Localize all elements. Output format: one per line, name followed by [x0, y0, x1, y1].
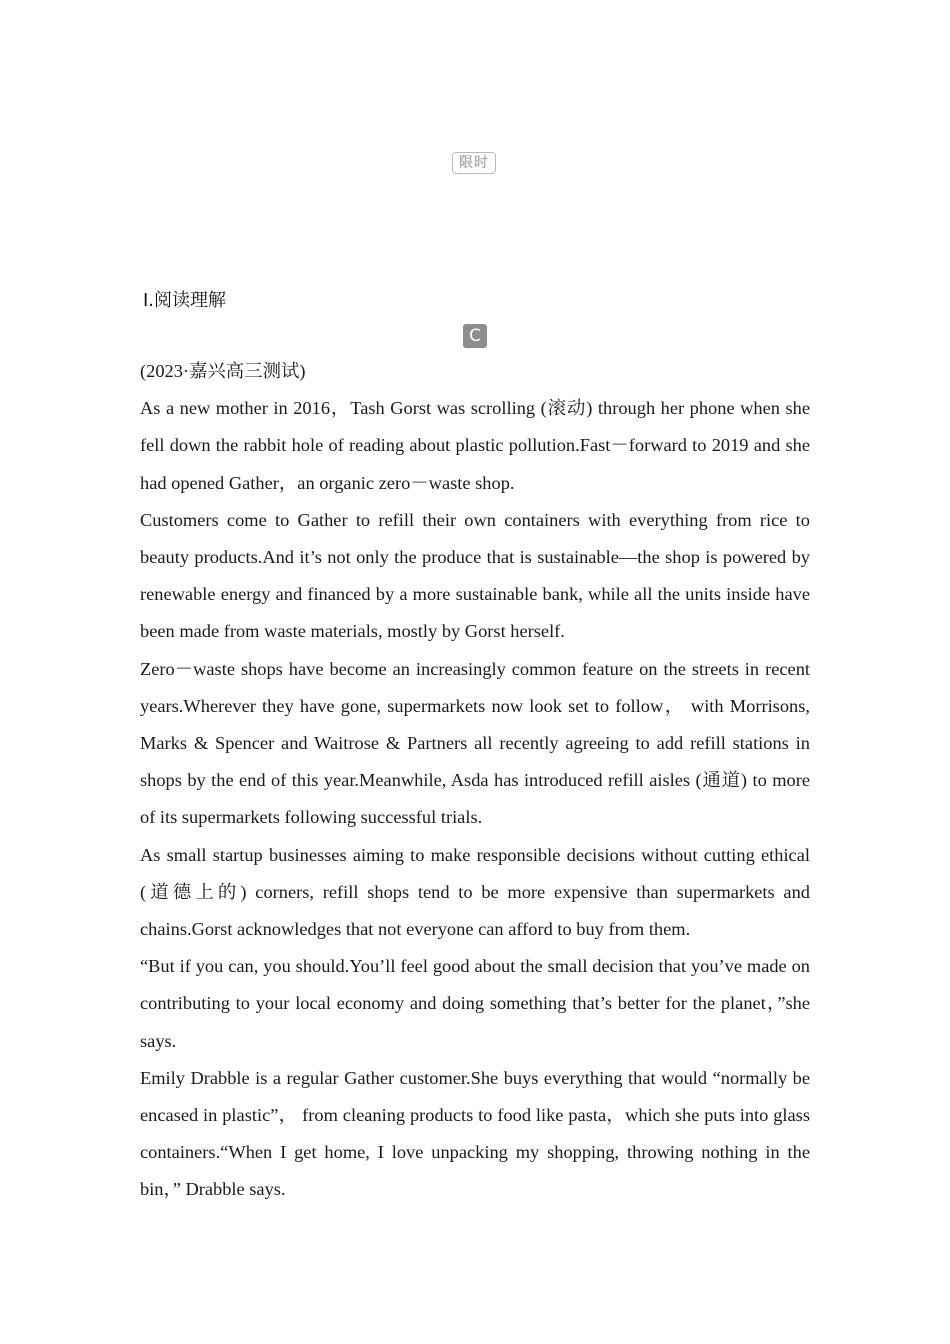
- passage-source: (2023·嘉兴高三测试): [140, 361, 306, 381]
- passage-paragraph: As a new mother in 2016，Tash Gorst was scrolling (滚动) through her phone when she fell down the rabbit hole of reading about plastic pollution.Fast－forward to 2019 and she had opened Gather，an organic zero－waste shop.: [140, 398, 810, 493]
- passage-paragraph: Customers come to Gather to refill their own containers with everything from rice to beauty products.And it’s not only the produce that is sustainable—the shop is powered by renewable energy and financed by a more sustainable bank, while all the units inside have been made from waste materials, mostly by Gorst herself.: [140, 509, 810, 642]
- passage-paragraph: As small startup businesses aiming to make responsible decisions without cutting ethical (道德上的) corners, refill shops tend to be more expensive than supermarkets and chains.Gorst acknowledges that not everyone can afford to buy from them.: [140, 844, 810, 940]
- time-limit-badge: 限时: [452, 152, 496, 174]
- section-heading: Ⅰ.阅读理解: [143, 290, 227, 311]
- passage-paragraph: Zero－waste shops have become an increasingly common feature on the streets in recent years.Wherever they have gone, supermarkets now look set to follow， with Morrisons, Marks & Spencer and Waitrose & Partners all recently agreeing to add refill stations in shops by the end of this year.Meanwhile, Asda has introduced refill aisles (通道) to more of its supermarkets following successful trials.: [140, 658, 810, 828]
- reading-passage: [140, 353, 810, 1209]
- passage-label-badge: C: [463, 324, 487, 348]
- passage-paragraph: “But if you can, you should.You’ll feel good about the small decision that you’ve made on contributing to your local economy and doing something that’s better for the planet，”she says.: [140, 956, 810, 1051]
- passage-paragraph: Emily Drabble is a regular Gather customer.She buys everything that would “normally be encased in plastic”， from cleaning products to food like pasta，which she puts into glass containers.“When I get home, I love unpacking my shopping, throwing nothing in the bin，” Drabble says.: [140, 1067, 810, 1200]
